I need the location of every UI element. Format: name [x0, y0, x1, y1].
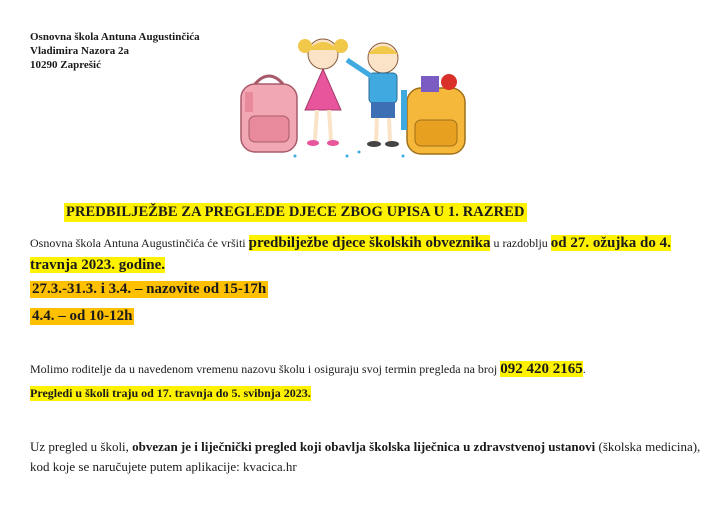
page-title: PREDBILJEŽBE ZA PREGLEDE DJECE ZBOG UPISA U 1. RAZRED — [66, 204, 525, 220]
school-address — [30, 30, 200, 72]
pink-backpack-icon — [241, 76, 297, 152]
girl-figure-icon — [298, 39, 348, 146]
boy-figure-icon — [347, 43, 399, 147]
school-street: Vladimira Nazora 2a — [30, 45, 129, 57]
phone-number: 092 420 2165 — [500, 361, 583, 377]
school-name: Osnovna škola Antuna Augustinčića — [30, 31, 200, 43]
call-times-line-1: 27.3.-31.3. i 3.4. – nazovite od 15-17h — [32, 281, 267, 297]
exam-dates: Pregledi u školi traju od 17. travnja do 5. svibnja 2023. — [30, 386, 311, 400]
phone-info-text: Molimo roditelje da u navedenom vremenu nazovu školu i osiguraju svoj termin pregleda na broj — [30, 362, 501, 376]
phone-info — [30, 361, 586, 378]
yellow-backpack-icon — [401, 74, 465, 154]
phone-info-end: . — [582, 362, 586, 376]
medical-bold: obvezan je i liječnički pregled koji obavlja školska liječnica u zdravstvenoj ustanovi — [132, 439, 596, 454]
children-illustration — [235, 32, 475, 160]
registration-text-2: u razdoblju — [490, 236, 551, 250]
registration-highlight-1: predbilježbe djece školskih obveznika — [248, 235, 491, 251]
registration-highlight-2: od 27. ožujka do 4. travnja 2023. godine. — [30, 235, 671, 273]
medical-info — [30, 437, 702, 477]
call-times-line-2: 4.4. – od 10-12h — [32, 308, 133, 324]
medical-text-1: Uz pregled u školi, — [30, 439, 133, 454]
registration-text-1: Osnovna škola Antuna Augustinčića će vršiti — [30, 236, 249, 250]
school-city: 10290 Zaprešić — [30, 59, 101, 71]
registration-info — [30, 232, 696, 276]
medical-text-2: (školska medicina), kod koje se naručujete putem aplikacije: kvacica.hr — [30, 439, 701, 474]
